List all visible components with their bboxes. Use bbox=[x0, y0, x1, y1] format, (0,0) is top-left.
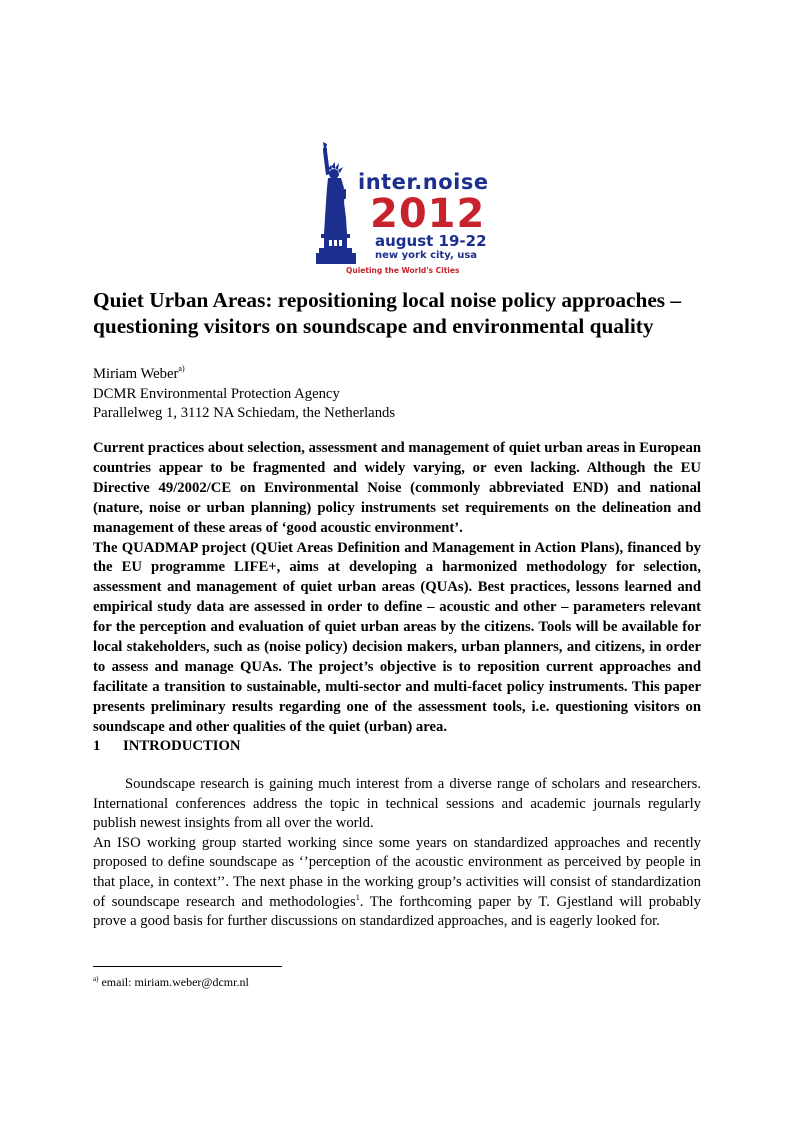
author-address: Parallelweg 1, 3112 NA Schiedam, the Netherlands bbox=[93, 405, 396, 421]
body-paragraph bbox=[93, 834, 701, 932]
section-number: 1 bbox=[93, 738, 101, 754]
abstract bbox=[93, 439, 701, 738]
author-name: Miriam Weber bbox=[93, 366, 179, 382]
body-paragraph: Soundscape research is gaining much interest from a diverse range of scholars and researchers. International conferences address the topic in technical sessions and academic journals regularly publish newest insights from all over the world. bbox=[93, 776, 701, 832]
reference-mark: 1 bbox=[355, 892, 360, 902]
logo-tagline: Quieting the World's Cities bbox=[346, 266, 460, 275]
footnote-mark: a) bbox=[93, 975, 99, 983]
conference-logo bbox=[306, 142, 492, 280]
paper-title bbox=[93, 287, 701, 339]
introduction-body bbox=[93, 775, 701, 932]
footnote-text: email: miriam.weber@dcmr.nl bbox=[98, 975, 249, 989]
footnote-divider bbox=[93, 966, 282, 967]
paper-title-line-2: questioning visitors on soundscape and environmental quality bbox=[93, 314, 654, 338]
logo-year: 2012 bbox=[370, 191, 486, 237]
abstract-paragraph: The QUADMAP project (QUiet Areas Definition and Management in Action Plans), financed by the EU programme LIFE+, aims at developing a harmonized methodology for selection, assessment and management of quiet urban areas (QUAs). Best practices, lessons learned and empirical study data are assessed in order to define – acoustic and other – parameters relevant for the perception and evaluation of quiet urban areas by the citizens. Tools will be available for local stakeholders, such as (noise policy) decision makers, urban planners, and citizens, in order to assess and manage QUAs. The project’s objective is to reposition current approaches and facilitate a transition to sustainable, multi-sector and multi-facet policy instruments. This paper presents preliminary results regarding one of the assessment tools, i.e. questioning visitors on soundscape and other qualities of the quiet (urban) area. bbox=[93, 539, 701, 735]
logo-dates: august 19-22 bbox=[375, 232, 487, 250]
author-block bbox=[93, 365, 701, 424]
author-affiliation: DCMR Environmental Protection Agency bbox=[93, 385, 340, 402]
section-title: INTRODUCTION bbox=[123, 738, 241, 754]
paper-title-line-1: Quiet Urban Areas: repositioning local noise policy approaches – bbox=[93, 288, 682, 312]
author-footnote-mark: a) bbox=[178, 364, 185, 373]
logo-city: new york city, usa bbox=[375, 250, 478, 261]
author-line bbox=[93, 365, 701, 385]
logo-title: inter.noise bbox=[358, 170, 489, 194]
statue-of-liberty-icon bbox=[316, 142, 366, 264]
abstract-paragraph: Current practices about selection, assessment and management of quiet urban areas in European countries appear to be fragmented and widely varying, or even lacking. Although the EU Directive 49/2002/CE on Environmental Noise (commonly abbreviated END) and national (nature, noise or urban planning) policy instruments set requirements on the delineation and management of these areas of ‘good acoustic environment’. bbox=[93, 440, 701, 536]
section-heading bbox=[93, 738, 701, 755]
body-text: . The forthcoming paper by T. Gjestland will probably prove a good basis for further discussions on standardized approaches, and is eagerly looked for. bbox=[93, 893, 701, 930]
body-text: An ISO working group started working since some years on standardized approaches and recently proposed to define soundscape as ‘’perception of the acoustic environment as perceived by people in that place, in context’’. The next phase in the working group’s activities will consist of standardization of soundscape research and methodologies bbox=[93, 834, 701, 910]
footnote bbox=[93, 975, 249, 990]
